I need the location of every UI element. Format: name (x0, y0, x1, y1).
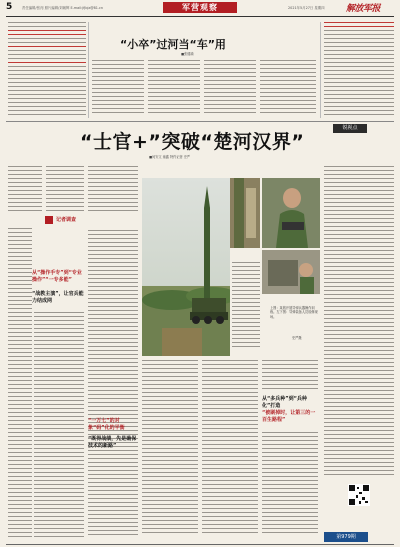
lower-col2 (202, 360, 258, 538)
body-col1 (8, 228, 32, 540)
header-rule (6, 16, 394, 17)
issue-date: 2021年5月27日 星期四 (288, 6, 325, 10)
masthead-logo: 解放军报 (346, 4, 381, 14)
photo-credit: 史严摄 (292, 336, 302, 340)
article1-left-text (8, 22, 86, 120)
section-title: 军营观察 (163, 2, 237, 13)
article2-headline: “士官+”突破“楚河汉界” (80, 131, 305, 153)
right-col-text (324, 166, 394, 478)
tag-square (45, 216, 53, 224)
missile-launcher-image (142, 178, 230, 356)
subhead-4: “既得战绩，先是确保技术的新路” (88, 436, 137, 449)
page-number: 5 (6, 2, 13, 12)
article1-col1 (92, 60, 144, 120)
repair-image (262, 250, 320, 294)
article1-byline: ■张健瑜 (181, 52, 194, 56)
editor-info: 责任编辑/张闯 照片编辑/刘朝辉 E-mail:jfjbjz@81.cn (22, 6, 104, 10)
body-col2 (34, 312, 84, 540)
soldier-image (262, 178, 320, 248)
photo-caption (270, 306, 320, 319)
soldier-photo-left (230, 178, 260, 248)
section-rule (6, 121, 394, 122)
article2-byline: ■何安文 童鑫 特约记者 史严 (149, 155, 191, 159)
reporter-investigation-tag (45, 216, 93, 224)
issue-tag: 第979期 (324, 532, 368, 542)
article1-col4 (260, 60, 316, 120)
lower-col3-top (262, 360, 318, 392)
footer-rule (6, 544, 394, 545)
intro-col1 (8, 166, 42, 214)
qr-code-icon[interactable] (348, 484, 370, 506)
column-divider (88, 22, 89, 118)
caption-text: 上图：某旅开展导弹兵器操作训练。左下图：导弹装备人员检修现场。 (270, 306, 318, 319)
article1-right-text (324, 22, 394, 120)
subhead-6: “被刷掉时，让第三的一百生路程” (262, 410, 316, 423)
tag-label: 记者调查 (56, 217, 77, 223)
qr-code-block (320, 484, 386, 538)
column-divider (320, 22, 321, 118)
subhead-3: “一万七”的对象“码”化的平衡 (88, 418, 125, 431)
intro-col3 (88, 166, 138, 214)
article1-col2 (148, 60, 200, 120)
subhead-2: “战教主演”，让官兵能力结成网 (32, 291, 84, 304)
body-col3 (88, 230, 138, 540)
missile-launch-photo (142, 178, 230, 356)
lower-col1 (142, 360, 198, 538)
article1-headline: “小卒”过河当“车”用 (120, 38, 226, 51)
equipment-repair-photo (262, 250, 320, 294)
article1-col3 (204, 60, 256, 120)
column-label: 锐视点 (333, 124, 367, 133)
intro-col2 (46, 166, 84, 214)
lower-col3-bottom (262, 432, 318, 538)
photo-side-text (232, 262, 260, 352)
missile-closeup-image (230, 178, 260, 248)
subhead-5: 从“多兵种”到“兵种化”打造 (262, 396, 307, 409)
soldier-portrait-photo (262, 178, 320, 248)
subhead-1: 从“操作手专”到“专业操作”“一专多能” (32, 270, 82, 283)
